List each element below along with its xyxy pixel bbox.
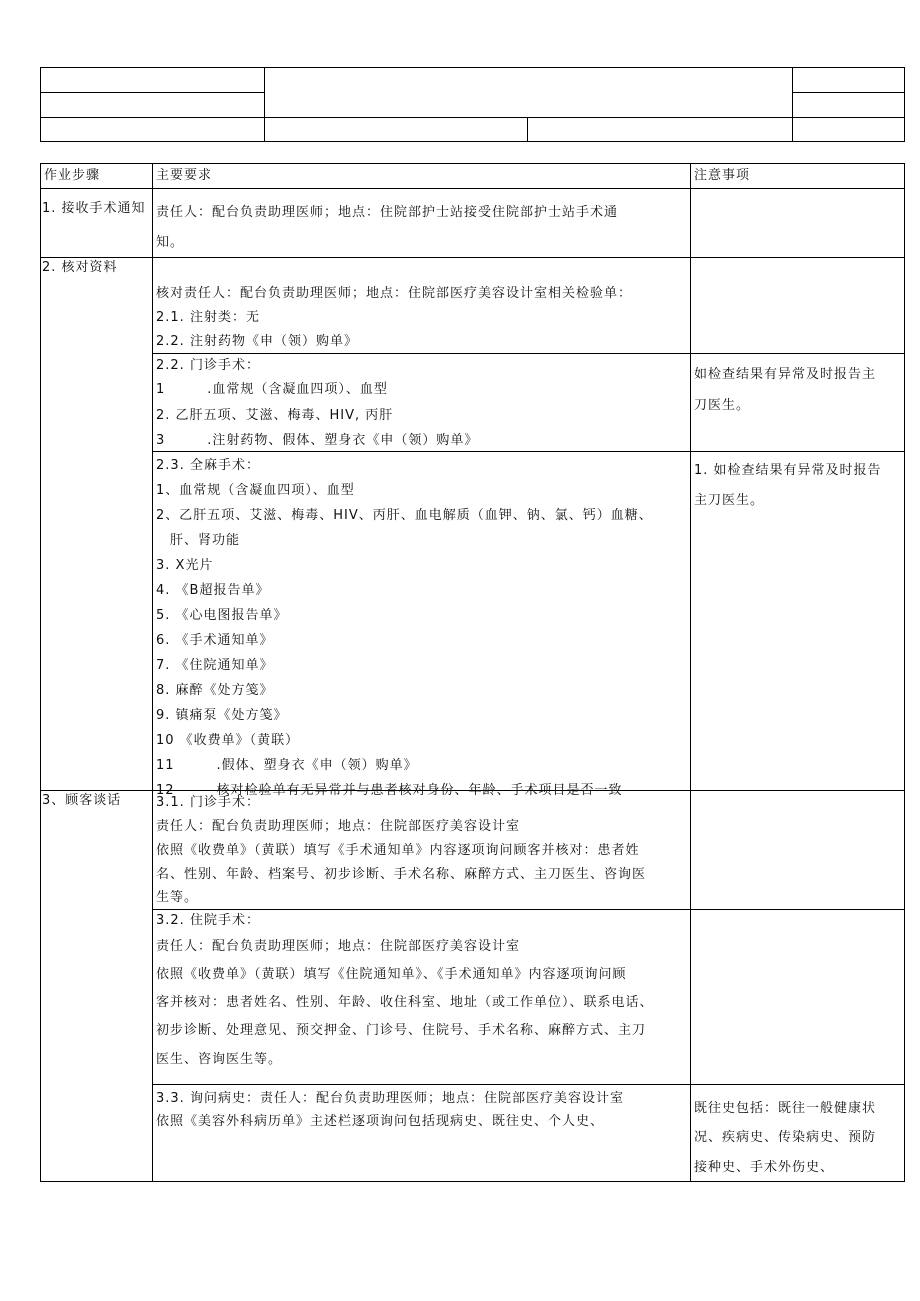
step-2-outpatient-line: 1 .血常规（含凝血四项）、血型 — [156, 382, 388, 397]
step-3-outpatient-line: 责任人：配台负责助理医师；地点：住院部医疗美容设计室 — [156, 819, 521, 834]
step-3-history-note: 况、疾病史、传染病史、预防 — [694, 1130, 877, 1145]
step-3-history-line: 依照《美容外科病历单》主述栏逐项询问包括现病史、既往史、个人史、 — [156, 1114, 605, 1129]
step-3-inpatient-line: 3.2. 住院手术： — [156, 913, 260, 928]
step-3-inpatient-line: 初步诊断、处理意见、预交押金、门诊号、住院号、手术名称、麻醉方式、主刀 — [156, 1023, 647, 1038]
step-3-inpatient-line: 依照《收费单》（黄联）填写《住院通知单》、《手术通知单》内容逐项询问顾 — [156, 967, 627, 982]
step-1-line: 知。 — [156, 235, 185, 250]
step-2-outpatient-note: 如检查结果有异常及时报告主 — [694, 367, 877, 382]
column-header-step: 作业步骤 — [44, 168, 101, 183]
step-2-general-line: 5. 《心电图报告单》 — [156, 608, 288, 623]
step-3-history-note: 既往史包括：既往一般健康状 — [694, 1101, 877, 1116]
step-2-intro-line: 2.1. 注射类：无 — [156, 310, 260, 325]
step-2-general-note: 主刀医生。 — [694, 493, 765, 508]
step-2-general-line: 11 .假体、塑身衣《申（领）购单》 — [156, 758, 418, 773]
step-2-general-line: 7. 《住院通知单》 — [156, 658, 274, 673]
step-2-outpatient-line: 2.2. 门诊手术： — [156, 358, 260, 373]
step-2-general-line: 2.3. 全麻手术： — [156, 458, 260, 473]
step-2-title: 2. 核对资料 — [42, 260, 118, 275]
step-2-general-note: 1. 如检查结果有异常及时报告 — [694, 463, 882, 478]
step-2-outpatient-line: 2. 乙肝五项、艾滋、梅毒、HIV, 丙肝 — [156, 408, 394, 423]
step-2-general-line: 8. 麻醉《处方笺》 — [156, 683, 274, 698]
step-2-general-line: 9. 镇痛泵《处方笺》 — [156, 708, 288, 723]
step-2-general-line-cut: 12 核对检验单有无异常并与患者核对身份、年龄、手术项目是否一致 — [156, 783, 623, 798]
step-2-general-line: 10 《收费单》（黄联） — [156, 733, 300, 748]
step-3-history-line: 3.3. 询问病史：责任人：配台负责助理医师；地点：住院部医疗美容设计室 — [156, 1091, 624, 1106]
step-1-line: 责任人：配台负责助理医师；地点：住院部护士站接受住院部护士站手术通 — [156, 205, 619, 220]
step-3-inpatient-line: 客并核对：患者姓名、性别、年龄、收住科室、地址（或工作单位）、联系电话、 — [156, 995, 654, 1010]
step-3-inpatient-line: 责任人：配台负责助理医师；地点：住院部医疗美容设计室 — [156, 939, 521, 954]
step-2-general-line: 肝、肾功能 — [156, 533, 241, 548]
step-2-general-line: 6. 《手术通知单》 — [156, 633, 274, 648]
step-3-history-note: 接种史、手术外伤史、 — [694, 1160, 835, 1175]
step-2-intro-line: 2.2. 注射药物《申（领）购单》 — [156, 334, 358, 349]
cut-off-line-clip — [153, 780, 689, 798]
column-header-requirements: 主要要求 — [156, 168, 213, 183]
step-3-inpatient-line: 医生、咨询医生等。 — [156, 1052, 283, 1067]
header-frame — [40, 67, 905, 142]
column-header-notes: 注意事项 — [694, 168, 751, 183]
step-2-intro-line: 核对责任人：配台负责助理医师；地点：住院部医疗美容设计室相关检验单： — [156, 286, 633, 301]
step-2-general-line: 1、血常规（含凝血四项）、血型 — [156, 483, 355, 498]
step-2-general-line: 2、乙肝五项、艾滋、梅毒、HIV、丙肝、血电解质（血钾、钠、氯、钙）血糖、 — [156, 508, 653, 523]
step-1-title: 1. 接收手术通知 — [42, 201, 146, 216]
step-3-outpatient-line: 名、性别、年龄、档案号、初步诊断、手术名称、麻醉方式、主刀医生、咨询医 — [156, 867, 647, 882]
step-3-title: 3、顾客谈话 — [42, 793, 122, 808]
step-3-outpatient-line: 依照《收费单》（黄联）填写《手术通知单》内容逐项询问顾客并核对：患者姓 — [156, 843, 640, 858]
step-3-outpatient-line: 生等。 — [156, 890, 199, 905]
step-2-general-line: 4. 《B超报告单》 — [156, 583, 270, 598]
step-2-outpatient-note: 刀医生。 — [694, 398, 751, 413]
step-3-outpatient-line: 3.1. 门诊手术： — [156, 795, 260, 810]
step-2-outpatient-line: 3 .注射药物、假体、塑身衣《申（领）购单》 — [156, 433, 479, 448]
step-2-general-line: 3. X光片 — [156, 558, 214, 573]
